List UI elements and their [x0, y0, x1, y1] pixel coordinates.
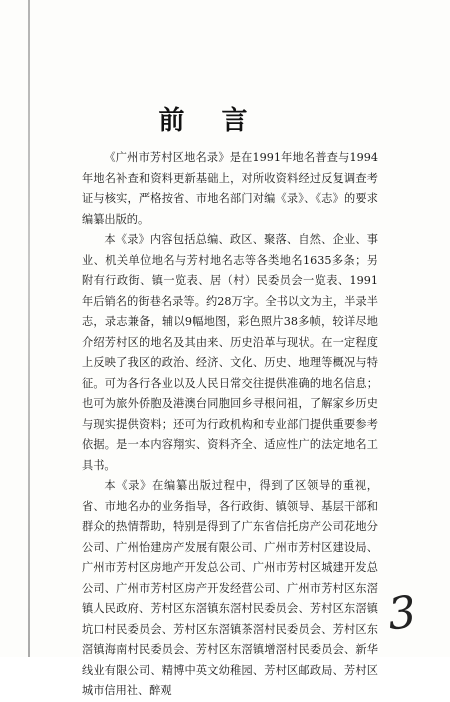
page-edge-shadow: [28, 0, 30, 657]
paragraph-3: 本《录》在编纂出版过程中，得到了区领导的重视，省、市地名办的业务指导，各行政街、镇领导、基层干部和群众的热情帮助，特别是得到了广东省信托房产公司花地分公司、广州怡建房产发展有限公司、广州市芳村区建设局、广州市芳村区房地产开发总公司、广州市芳村区城建开发总公司、广州市芳村区房产开发经营公司、广州市芳村区东滘镇人民政府、芳村区东滘镇东滘村民委员会、芳村区东滘镇坑口村民委员会、芳村区东滘镇茶滘村民委员会、芳村区东滘镇海南村民委员会、芳村区东滘镇增滘村民委员会、新华线业有限公司、精博中英文幼稚园、芳村区邮政局、芳村区城市信用社、醉观: [82, 479, 378, 697]
page-title: 前 言: [158, 106, 262, 136]
preface-body: [82, 148, 378, 702]
handwritten-page-number: 3: [385, 586, 419, 641]
paragraph-1: 《广州市芳村区地名录》是在1991年地名普查与1994年地名补查和资料更新基础上，对所收资料经过反复调查考证与核实，严格按省、市地名部门对编《录》、《志》的要求编纂出版的。: [82, 151, 378, 226]
paragraph-2: 本《录》内容包括总编、政区、聚落、自然、企业、事业、机关单位地名与芳村地名志等各类地名1635多条；另附有行政街、镇一览表、居（村）民委员会一览表、1991年后销名的街巷名录等。约28万字。全书以文为主，半录半志，录志兼备，辅以9幅地图，彩色照片38多帧，较详尽地介绍芳村区的地名及其由来、历史沿革与现状。在一定程度上反映了我区的政治、经济、文化、历史、地理等概况与特征。可为各行各业以及人民日常交往提供准确的地名信息；也可为旅外侨胞及港澳台同胞回乡寻根问祖，了解家乡历史与现实提供资料；还可为行政机构和专业部门提供重要参考依据。是一本内容翔实、资料齐全、适应性广的法定地名工具书。: [82, 233, 378, 472]
